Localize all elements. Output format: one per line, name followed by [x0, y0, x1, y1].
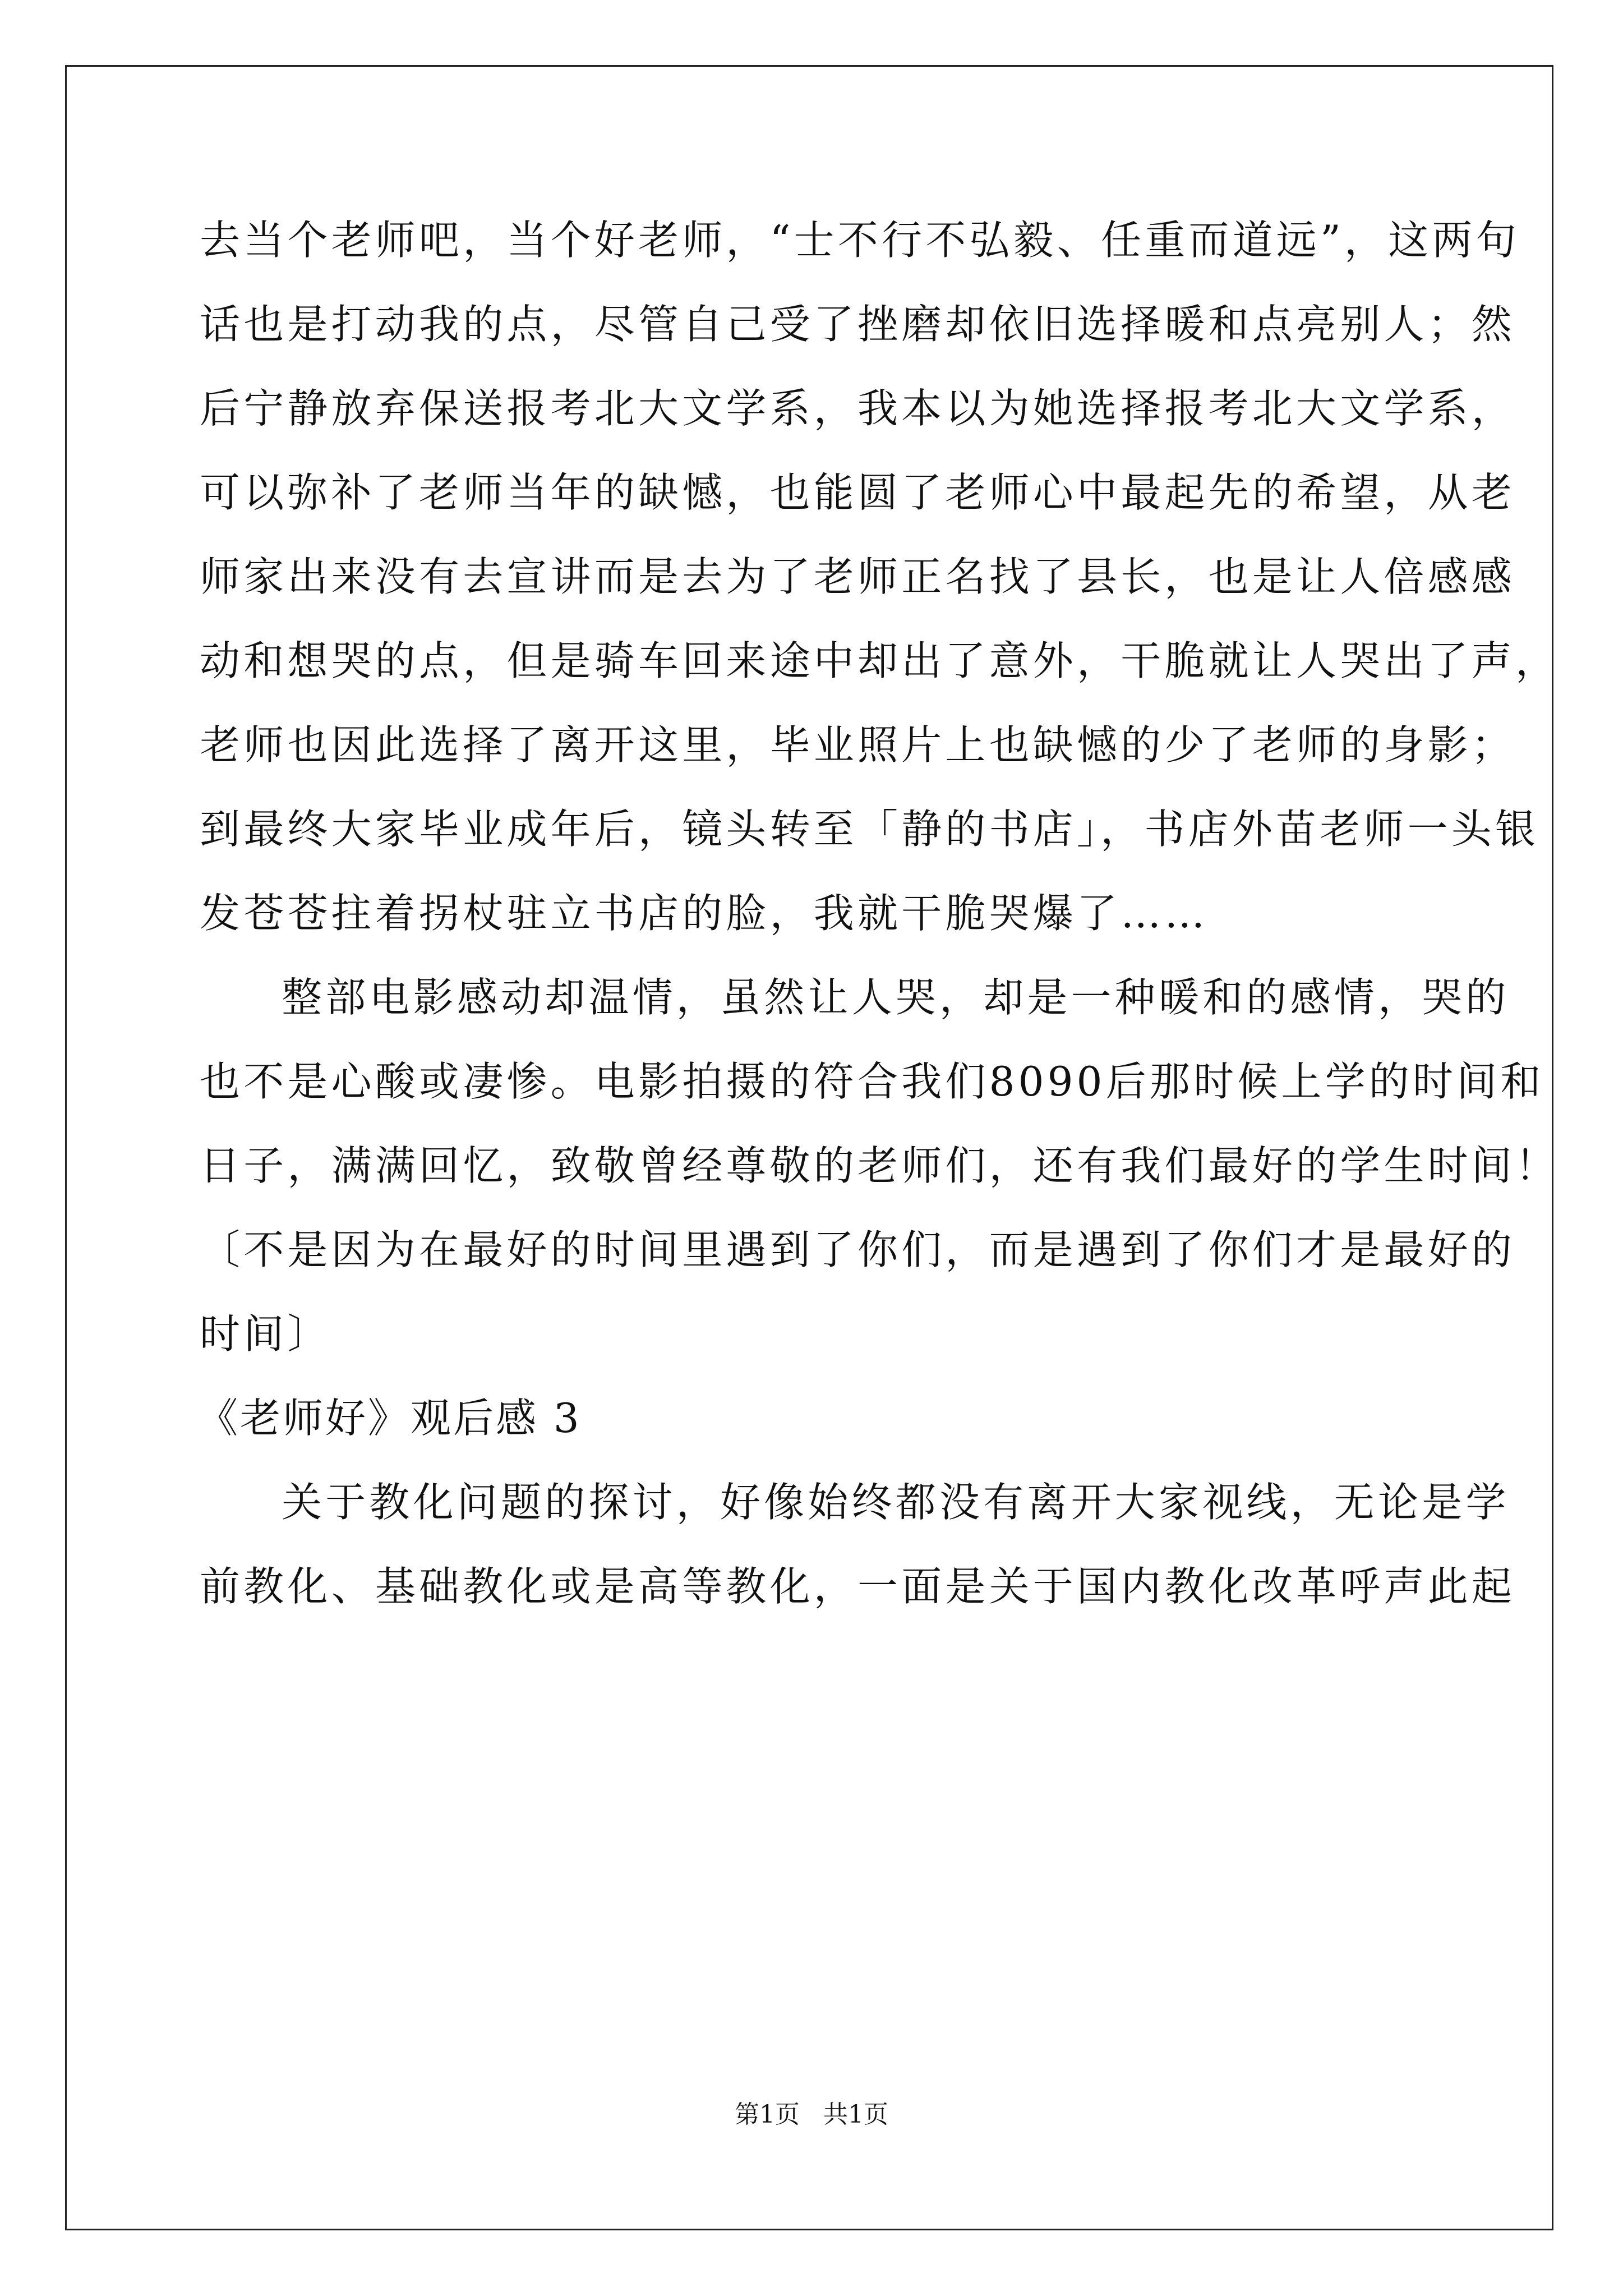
text-line: 时间〕 [200, 1310, 331, 1358]
text-line: 动和想哭的点，但是骑车回来途中却出了意外，干脆就让人哭出了声， [200, 637, 1560, 684]
paragraph-first-line: 关于教化问题的探讨，好像始终都没有离开大家视线，无论是学 [282, 1479, 1510, 1526]
text-line: 前教化、基础教化或是高等教化，一面是关于国内教化改革呼声此起 [200, 1563, 1516, 1610]
text-line: 话也是打动我的点，尽管自己受了挫磨却依旧选择暖和点亮别人；然 [200, 301, 1516, 348]
text-line: 去当个老师吧，当个好老师，“士不行不弘毅、任重而道远”，这两句 [200, 217, 1520, 264]
text-line: 到最终大家毕业成年后，镜头转至「静的书店」，书店外苗老师一头银 [200, 806, 1539, 853]
text-line: 老师也因此选择了离开这里，毕业照片上也缺憾的少了老师的身影； [200, 721, 1516, 769]
text-line: 发苍苍拄着拐杖驻立书店的脸，我就干脆哭爆了…… [200, 890, 1209, 937]
text-line: 日子，满满回忆，致敬曾经尊敬的老师们，还有我们最好的学生时间！ [200, 1142, 1560, 1189]
text-line: 可以弥补了老师当年的缺憾，也能圆了老师心中最起先的希望，从老 [200, 469, 1516, 516]
text-line: 师家出来没有去宣讲而是去为了老师正名找了县长，也是让人倍感感 [200, 553, 1516, 600]
paragraph-first-line: 整部电影感动却温情，虽然让人哭，却是一种暖和的感情，哭的 [282, 974, 1510, 1021]
section-heading: 《老师好》观后感 3 [197, 1395, 582, 1442]
text-line: 〔不是因为在最好的时间里遇到了你们，而是遇到了你们才是最好的 [200, 1226, 1516, 1273]
text-line: 后宁静放弃保送报考北大文学系，我本以为她选择报考北大文学系， [200, 385, 1516, 432]
page-footer: 第1页 共1页 [735, 2100, 888, 2129]
text-line: 也不是心酸或凄惨。电影拍摄的符合我们8090后那时候上学的时间和 [200, 1058, 1544, 1105]
